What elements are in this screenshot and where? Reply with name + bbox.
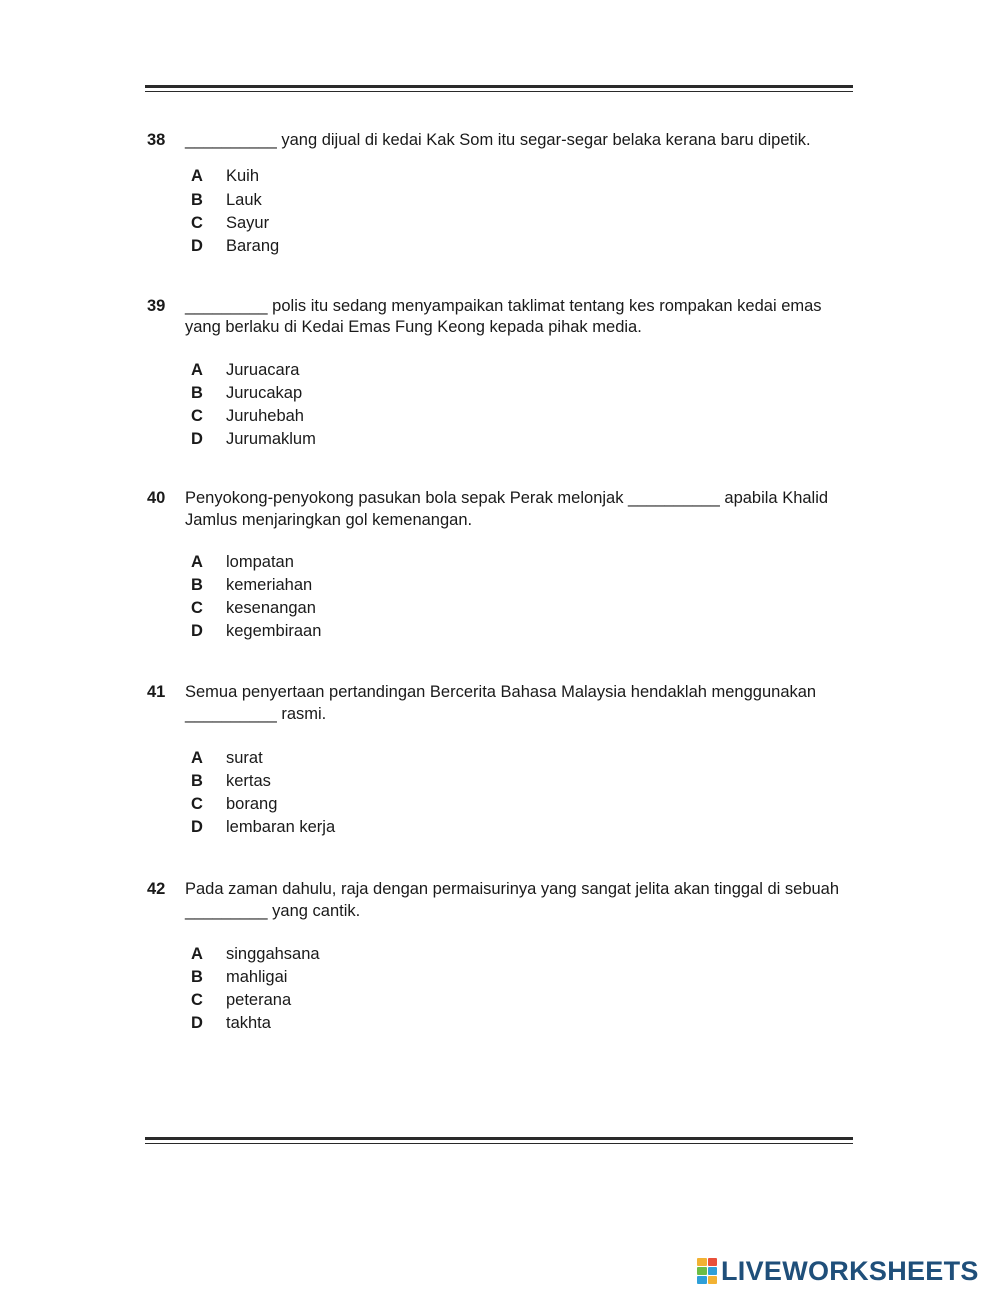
option-text: Barang <box>226 237 280 255</box>
option-letter: D <box>191 237 203 255</box>
option-d[interactable] <box>191 1012 491 1035</box>
option-c[interactable] <box>191 597 491 620</box>
option-text: kesenangan <box>226 599 316 617</box>
logo-blocks-icon <box>697 1258 717 1284</box>
option-letter: A <box>191 553 203 571</box>
option-d[interactable] <box>191 428 491 451</box>
option-c[interactable] <box>191 989 491 1012</box>
option-text: borang <box>226 795 278 813</box>
question-text-line: Jamlus menjaringkan gol kemenangan. <box>185 511 473 529</box>
option-a[interactable] <box>191 165 491 188</box>
option-b[interactable] <box>191 770 491 793</box>
option-letter: D <box>191 430 203 448</box>
option-text: kegembiraan <box>226 622 322 640</box>
option-b[interactable] <box>191 574 491 597</box>
question-text-line: yang berlaku di Kedai Emas Fung Keong kepada pihak media. <box>185 318 642 336</box>
option-text: Juruacara <box>226 361 300 379</box>
option-text: takhta <box>226 1014 271 1032</box>
option-b[interactable] <box>191 189 491 212</box>
liveworksheets-logo <box>697 1256 997 1286</box>
option-d[interactable] <box>191 620 491 643</box>
option-text: Kuih <box>226 167 260 185</box>
option-text: surat <box>226 749 263 767</box>
option-text: lembaran kerja <box>226 818 336 836</box>
question-text-line: _________ polis itu sedang menyampaikan taklimat tentang kes rompakan kedai emas <box>185 297 822 315</box>
option-a[interactable] <box>191 551 491 574</box>
option-letter: C <box>191 795 203 813</box>
question-text-line: Penyokong-penyokong pasukan bola sepak Perak melonjak __________ apabila Khalid <box>185 489 829 507</box>
top-divider <box>145 85 853 92</box>
option-letter: B <box>191 384 203 402</box>
option-letter: C <box>191 991 203 1009</box>
question-number: 40 <box>147 489 166 507</box>
option-d[interactable] <box>191 816 491 839</box>
question-text-line: Pada zaman dahulu, raja dengan permaisurinya yang sangat jelita akan tinggal di sebuah <box>185 880 840 898</box>
option-text: Sayur <box>226 214 270 232</box>
option-letter: A <box>191 945 203 963</box>
option-text: mahligai <box>226 968 288 986</box>
option-c[interactable] <box>191 405 491 428</box>
option-letter: D <box>191 1014 203 1032</box>
bottom-divider <box>145 1137 853 1144</box>
option-letter: C <box>191 214 203 232</box>
option-letter: C <box>191 407 203 425</box>
option-b[interactable] <box>191 382 491 405</box>
option-letter: B <box>191 576 203 594</box>
option-letter: A <box>191 749 203 767</box>
option-letter: B <box>191 968 203 986</box>
option-letter: D <box>191 622 203 640</box>
question-text-line: _________ yang cantik. <box>185 902 361 920</box>
question-text-line: __________ yang dijual di kedai Kak Som itu segar-segar belaka kerana baru dipetik. <box>185 131 811 149</box>
question-number: 41 <box>147 683 166 701</box>
question-number: 39 <box>147 297 166 315</box>
option-text: peterana <box>226 991 292 1009</box>
question-number: 42 <box>147 880 166 898</box>
option-text: Jurumaklum <box>226 430 316 448</box>
option-text: Jurucakap <box>226 384 303 402</box>
option-text: singgahsana <box>226 945 320 963</box>
option-text: kemeriahan <box>226 576 313 594</box>
option-d[interactable] <box>191 235 491 258</box>
option-c[interactable] <box>191 212 491 235</box>
option-letter: C <box>191 599 203 617</box>
option-letter: D <box>191 818 203 836</box>
option-letter: B <box>191 772 203 790</box>
option-a[interactable] <box>191 359 491 382</box>
option-letter: B <box>191 191 203 209</box>
question-text-line: Semua penyertaan pertandingan Bercerita Bahasa Malaysia hendaklah menggunakan <box>185 683 817 701</box>
option-text: Lauk <box>226 191 262 209</box>
option-b[interactable] <box>191 966 491 989</box>
option-a[interactable] <box>191 943 491 966</box>
option-text: kertas <box>226 772 271 790</box>
option-letter: A <box>191 167 203 185</box>
option-text: Juruhebah <box>226 407 304 425</box>
option-letter: A <box>191 361 203 379</box>
question-number: 38 <box>147 131 166 149</box>
logo-text: LIVEWORKSHEETS <box>721 1255 979 1286</box>
question-text-line: __________ rasmi. <box>185 705 327 723</box>
option-c[interactable] <box>191 793 491 816</box>
option-text: lompatan <box>226 553 294 571</box>
option-a[interactable] <box>191 747 491 770</box>
